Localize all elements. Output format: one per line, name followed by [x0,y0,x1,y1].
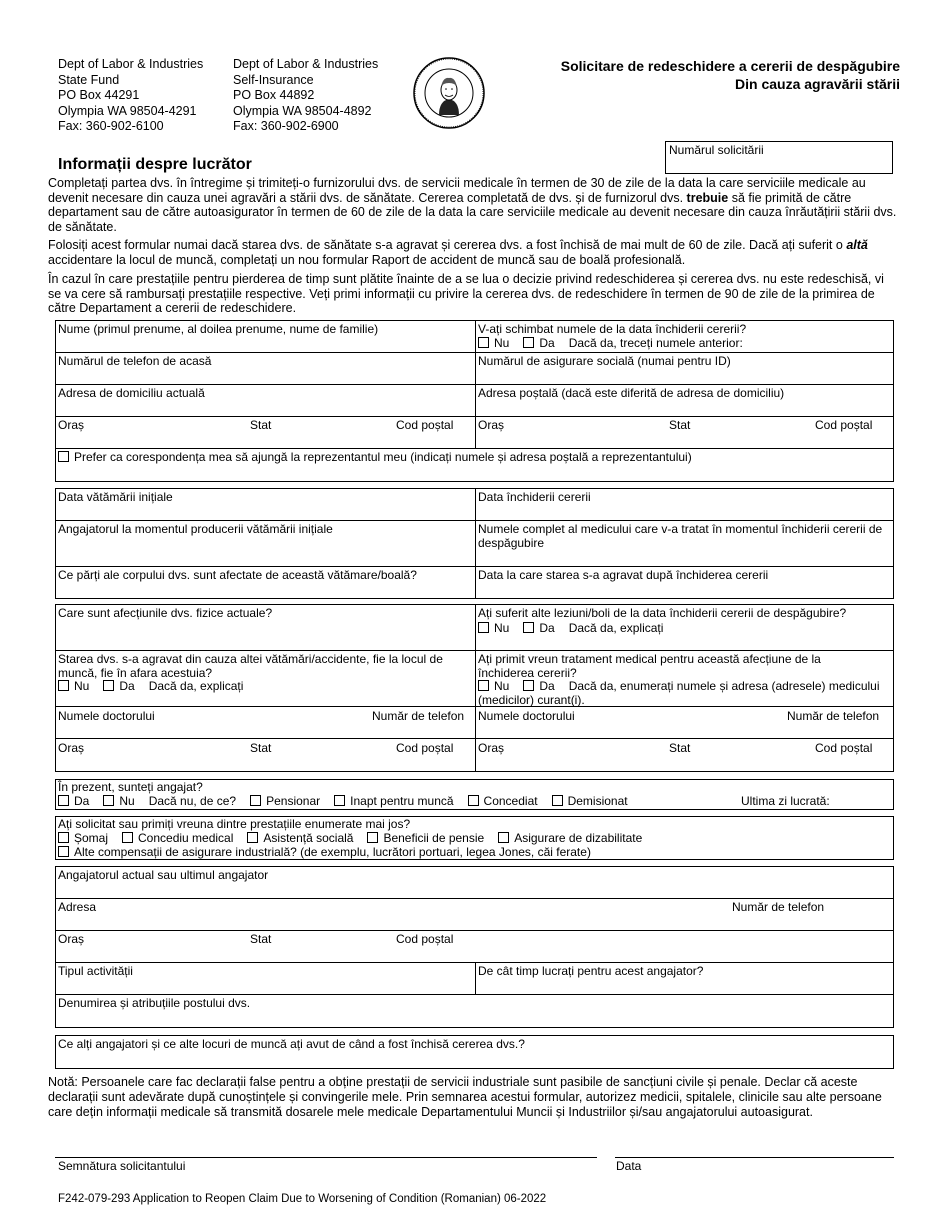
doctor-at-closure-field[interactable]: Numele complet al medicului care v-a tratat în momentul închiderii cererii de despăgubire [478,522,883,550]
applicant-signature-field[interactable]: Semnătura solicitantului [58,1159,186,1173]
name-changed-label: V-ați schimbat numele de la data închiderii cererii? [478,322,747,336]
other-injuries-label: Ați suferit alte leziuni/boli de la data închiderii cererii de despăgubire? [478,606,847,620]
other-injuries-yes-checkbox[interactable] [523,622,534,633]
mailing-city-field[interactable]: Oraș [478,418,505,432]
benefits-options: Șomaj Concediu medical Asistență socială Beneficii de pensie Asigurare de dizabilitate [58,831,642,845]
worsened-no-checkbox[interactable] [58,680,69,691]
name-changed-yes-checkbox[interactable] [523,337,534,348]
unemployment-checkbox[interactable] [58,832,69,843]
instructions-paragraph-3: În cazul în care prestațiile pentru pierderea de timp sunt plătite înainte de a se lua o decizie privind redeschiderea și cererea dvs. nu este redeschisă, vi se va cere să rambursați prestațiile respective. Veți primi informații cu privire la cererea dvs. de redeschidere în termen de 90 de zile de la primirea de către Departament a cererii de redeschidere. [48,272,884,315]
employer-phone-field[interactable]: Număr de telefon [732,900,825,914]
signature-date-field[interactable]: Data [616,1159,642,1173]
body-parts-field[interactable]: Ce părți ale corpului dvs. sunt afectate de această vătămare/boală? [58,568,417,582]
name-changed-options: Nu Da Dacă da, treceți numele anterior: [478,336,743,350]
home-phone-field[interactable]: Numărul de telefon de acasă [58,354,212,368]
employed-now-options: Da Nu Dacă nu, de ce? Pensionar Inapt pentru muncă Concediat Demisionat [58,794,642,808]
form-footer: F242-079-293 Application to Reopen Claim Due to Worsening of Condition (Romanian) 06-2022 [58,1193,547,1205]
benefits-label: Ați solicitat sau primiți vreuna dintre prestațiile enumerate mai jos? [58,817,411,831]
instructions-paragraph-1: Completați partea dvs. în întregime și trimiteți-o furnizorului dvs. de servicii medicale în termen de 30 de zile de la data la care serviciile medicale au devenit necesare din cauza unei agravări a stării dvs. de sănătate. Cererea completată de dvs. și de furnizorul dvs. trebuie să fie primită de către departament sau de către autoasigurator în termen de 60 de zile de la data la care serviciile medicale au devenit necesare din cauza înrăutățirii stării dvs. de sănătate. [48,176,897,234]
doctor-phone-field[interactable]: Număr de telefon [372,709,465,723]
treatment-options: Nu Da Dacă da, enumerați numele și adresa (adresele) medicului (medicilor) curant(i). [478,679,880,707]
other-comp-checkbox[interactable] [58,846,69,857]
self-insurance-address: Dept of Labor & Industries Self-Insurance PO Box 44892 Olympia WA 98504-4892 Fax: 360-902-6900 [233,57,379,133]
doctor-name-field[interactable]: Numele doctorului [58,709,155,723]
how-long-field[interactable]: De cât timp lucrați pentru acest angajator? [478,964,704,978]
other-injuries-no-checkbox[interactable] [478,622,489,633]
pension-checkbox[interactable] [367,832,378,843]
sick-leave-checkbox[interactable] [122,832,133,843]
city-field[interactable]: Oraș [58,418,85,432]
worsened-date-field[interactable]: Data la care starea s-a agravat după închiderea cererii [478,568,769,582]
doctor-state-field[interactable]: Stat [250,741,272,755]
injury-date-field[interactable]: Data vătămării inițiale [58,490,173,504]
treatment-no-checkbox[interactable] [478,680,489,691]
disability-checkbox[interactable] [498,832,509,843]
worsened-by-other-label: Starea dvs. s-a agravat din cauza altei vătămări/accidente, fie la locul de muncă, fie în afara acestuia? [58,652,443,680]
mailing-address-field[interactable]: Adresa poștală (dacă este diferită de adresa de domiciliu) [478,386,785,400]
job-title-field[interactable]: Denumirea și atribuțiile postului dvs. [58,996,251,1010]
employer-city-field[interactable]: Oraș [58,932,85,946]
ssn-field[interactable]: Numărul de asigurare socială (numai pentru ID) [478,354,731,368]
employed-yes-checkbox[interactable] [58,795,69,806]
state-seal-icon [413,57,485,129]
representative-option: Prefer ca corespondența mea să ajungă la reprezentantul meu (indicați numele și adresa poștală a reprezentantului) [58,450,692,464]
form-title: Solicitare de redeschidere a cererii de despăgubire Din cauza agravării stării [560,58,900,92]
doctor-name-field-2[interactable]: Numele doctorului [478,709,575,723]
mailing-zip-field[interactable]: Cod poștal [815,418,873,432]
name-changed-no-checkbox[interactable] [478,337,489,348]
doctor-state-field-2[interactable]: Stat [669,741,691,755]
other-injuries-options: Nu Da Dacă da, explicați [478,621,663,635]
treatment-label: Ați primit vreun tratament medical pentru această afecțiune de la închiderea cererii? [478,652,821,680]
unable-checkbox[interactable] [334,795,345,806]
employer-zip-field[interactable]: Cod poștal [396,932,454,946]
resigned-checkbox[interactable] [552,795,563,806]
home-address-field[interactable]: Adresa de domiciliu actuală [58,386,205,400]
doctor-city-field-2[interactable]: Oraș [478,741,505,755]
doctor-phone-field-2[interactable]: Număr de telefon [787,709,880,723]
retired-checkbox[interactable] [250,795,261,806]
laid-off-checkbox[interactable] [468,795,479,806]
treatment-yes-checkbox[interactable] [523,680,534,691]
doctor-zip-field-2[interactable]: Cod poștal [815,741,873,755]
claim-number-field[interactable]: Numărul solicitării [665,141,893,174]
current-conditions-field[interactable]: Care sunt afecțiunile dvs. fizice actuale? [58,606,273,620]
mailing-state-field[interactable]: Stat [669,418,691,432]
legal-note: Notă: Persoanele care fac declarații false pentru a obține prestații de servicii industriale sunt pasibile de sancțiuni civile și penale. Declar că aceste declarații sunt adevărate după cunoștințele și convingerile mele. Prin semnarea acestui formular, autorizez medicii, spitalele, clinicile sau alte persoane care dețin informații medicale să transmită dosarele mele medicale Departamentului Muncii și Industriilor și/sau angajatorului autoasigurat. [48,1075,882,1119]
claim-closed-date-field[interactable]: Data închiderii cererii [478,490,591,504]
doctor-zip-field[interactable]: Cod poștal [396,741,454,755]
employed-now-label: În prezent, sunteți angajat? [58,780,203,794]
employer-state-field[interactable]: Stat [250,932,272,946]
social-assistance-checkbox[interactable] [247,832,258,843]
last-day-worked-field[interactable]: Ultima zi lucrată: [741,794,830,808]
employed-no-checkbox[interactable] [103,795,114,806]
state-fund-address: Dept of Labor & Industries State Fund PO Box 44291 Olympia WA 98504-4291 Fax: 360-902-6100 [58,57,204,133]
worsened-by-other-options: Nu Da Dacă da, explicați [58,679,243,693]
current-employer-field[interactable]: Angajatorul actual sau ultimul angajator [58,868,269,882]
state-field[interactable]: Stat [250,418,272,432]
zip-field[interactable]: Cod poștal [396,418,454,432]
employer-address-field[interactable]: Adresa [58,900,97,914]
doctor-city-field[interactable]: Oraș [58,741,85,755]
other-comp-option: Alte compensații de asigurare industrială? (de exemplu, lucrători portuari, legea Jones, căi ferate) [58,845,591,859]
representative-checkbox[interactable] [58,451,69,462]
name-field[interactable]: Nume (primul prenume, al doilea prenume, nume de familie) [58,322,379,336]
instructions-paragraph-2: Folosiți acest formular numai dacă starea dvs. de sănătate s-a agravat și cererea dvs. a fost închisă de mai mult de 60 de zile. Dacă ați suferit o altă accidentare la locul de muncă, completați un nou formular Raport de accident de muncă sau de boală profesională. [48,238,868,267]
employer-at-injury-field[interactable]: Angajatorul la momentul producerii vătămării inițiale [58,522,333,536]
worsened-yes-checkbox[interactable] [103,680,114,691]
other-employers-field[interactable]: Ce alți angajatori și ce alte locuri de muncă ați avut de când a fost închisă cererea dvs.? [58,1037,525,1051]
section-title-worker-info: Informații despre lucrător [58,156,252,173]
business-type-field[interactable]: Tipul activității [58,964,133,978]
